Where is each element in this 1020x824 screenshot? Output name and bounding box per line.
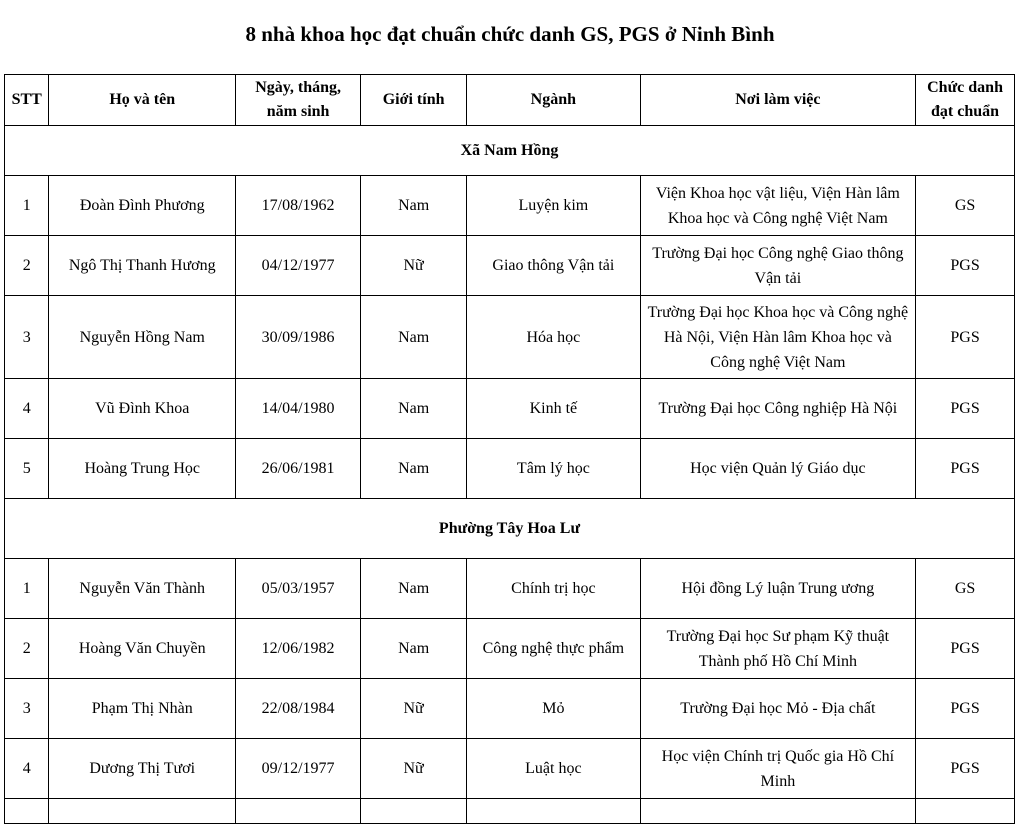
cell-stt: 3: [5, 296, 49, 379]
cell-workplace: Viện Khoa học vật liệu, Viện Hàn lâm Khoa học và Công nghệ Việt Nam: [640, 176, 915, 236]
cell-empty: [49, 799, 236, 824]
cell-gender: Nam: [361, 296, 467, 379]
table-row: [5, 296, 1015, 379]
cell-dob: 14/04/1980: [236, 379, 361, 439]
cell-empty: [916, 799, 1015, 824]
header-dob: Ngày, tháng, năm sinh: [236, 75, 361, 126]
cell-gender: Nam: [361, 176, 467, 236]
cell-title: PGS: [916, 379, 1015, 439]
cell-gender: Nữ: [361, 236, 467, 296]
table-row: [5, 236, 1015, 296]
header-workplace: Nơi làm việc: [640, 75, 915, 126]
header-field: Ngành: [467, 75, 641, 126]
cell-title: PGS: [916, 679, 1015, 739]
table-row: [5, 379, 1015, 439]
cell-dob: 05/03/1957: [236, 559, 361, 619]
table-row: [5, 679, 1015, 739]
header-stt: STT: [5, 75, 49, 126]
cell-empty: [5, 799, 49, 824]
cell-name: Hoàng Văn Chuyền: [49, 619, 236, 679]
cell-stt: 2: [5, 619, 49, 679]
cell-gender: Nữ: [361, 679, 467, 739]
cell-gender: Nữ: [361, 739, 467, 799]
cell-dob: 17/08/1962: [236, 176, 361, 236]
cell-name: Nguyễn Hồng Nam: [49, 296, 236, 379]
cell-dob: 26/06/1981: [236, 439, 361, 499]
section-title: Phường Tây Hoa Lư: [5, 499, 1015, 559]
cell-stt: 2: [5, 236, 49, 296]
cell-empty: [640, 799, 915, 824]
cell-name: Hoàng Trung Học: [49, 439, 236, 499]
cell-stt: 3: [5, 679, 49, 739]
cell-field: Luật học: [467, 739, 641, 799]
cell-dob: 30/09/1986: [236, 296, 361, 379]
cell-stt: 4: [5, 739, 49, 799]
cell-title: PGS: [916, 439, 1015, 499]
table-row: [5, 439, 1015, 499]
scientists-table: [4, 74, 1015, 824]
cell-title: PGS: [916, 296, 1015, 379]
table-row: [5, 559, 1015, 619]
cell-empty: [467, 799, 641, 824]
cell-empty: [236, 799, 361, 824]
cell-name: Ngô Thị Thanh Hương: [49, 236, 236, 296]
table-row: [5, 739, 1015, 799]
cell-gender: Nam: [361, 619, 467, 679]
cell-gender: Nam: [361, 379, 467, 439]
cell-stt: 4: [5, 379, 49, 439]
cell-name: Đoàn Đình Phương: [49, 176, 236, 236]
cell-workplace: Hội đồng Lý luận Trung ương: [640, 559, 915, 619]
table-row: [5, 619, 1015, 679]
cell-gender: Nam: [361, 439, 467, 499]
cell-name: Nguyễn Văn Thành: [49, 559, 236, 619]
cell-workplace: Trường Đại học Sư phạm Kỹ thuật Thành phố Hồ Chí Minh: [640, 619, 915, 679]
cell-empty: [361, 799, 467, 824]
cell-workplace: Học viện Quản lý Giáo dục: [640, 439, 915, 499]
cell-name: Dương Thị Tươi: [49, 739, 236, 799]
cell-stt: 1: [5, 559, 49, 619]
cell-field: Kinh tế: [467, 379, 641, 439]
header-name: Họ và tên: [49, 75, 236, 126]
cell-field: Tâm lý học: [467, 439, 641, 499]
cell-name: Vũ Đình Khoa: [49, 379, 236, 439]
cell-workplace: Trường Đại học Khoa học và Công nghệ Hà Nội, Viện Hàn lâm Khoa học và Công nghệ Việt Nam: [640, 296, 915, 379]
table-row-partial: [5, 799, 1015, 824]
cell-dob: 22/08/1984: [236, 679, 361, 739]
cell-workplace: Học viện Chính trị Quốc gia Hồ Chí Minh: [640, 739, 915, 799]
cell-stt: 5: [5, 439, 49, 499]
cell-name: Phạm Thị Nhàn: [49, 679, 236, 739]
cell-title: GS: [916, 176, 1015, 236]
section-row: [5, 126, 1015, 176]
section-row: [5, 499, 1015, 559]
cell-workplace: Trường Đại học Công nghệ Giao thông Vận tải: [640, 236, 915, 296]
cell-field: Công nghệ thực phẩm: [467, 619, 641, 679]
cell-dob: 04/12/1977: [236, 236, 361, 296]
cell-stt: 1: [5, 176, 49, 236]
cell-dob: 09/12/1977: [236, 739, 361, 799]
cell-field: Luyện kim: [467, 176, 641, 236]
cell-field: Giao thông Vận tải: [467, 236, 641, 296]
cell-field: Mỏ: [467, 679, 641, 739]
cell-field: Hóa học: [467, 296, 641, 379]
cell-title: PGS: [916, 739, 1015, 799]
cell-title: PGS: [916, 619, 1015, 679]
table-header-row: [5, 75, 1015, 126]
cell-dob: 12/06/1982: [236, 619, 361, 679]
header-title: Chức danh đạt chuẩn: [916, 75, 1015, 126]
cell-gender: Nam: [361, 559, 467, 619]
cell-title: PGS: [916, 236, 1015, 296]
table-row: [5, 176, 1015, 236]
cell-title: GS: [916, 559, 1015, 619]
section-title: Xã Nam Hồng: [5, 126, 1015, 176]
cell-workplace: Trường Đại học Công nghiệp Hà Nội: [640, 379, 915, 439]
header-gender: Giới tính: [361, 75, 467, 126]
cell-workplace: Trường Đại học Mỏ - Địa chất: [640, 679, 915, 739]
cell-field: Chính trị học: [467, 559, 641, 619]
page-title: 8 nhà khoa học đạt chuẩn chức danh GS, PGS ở Ninh Bình: [245, 22, 775, 46]
